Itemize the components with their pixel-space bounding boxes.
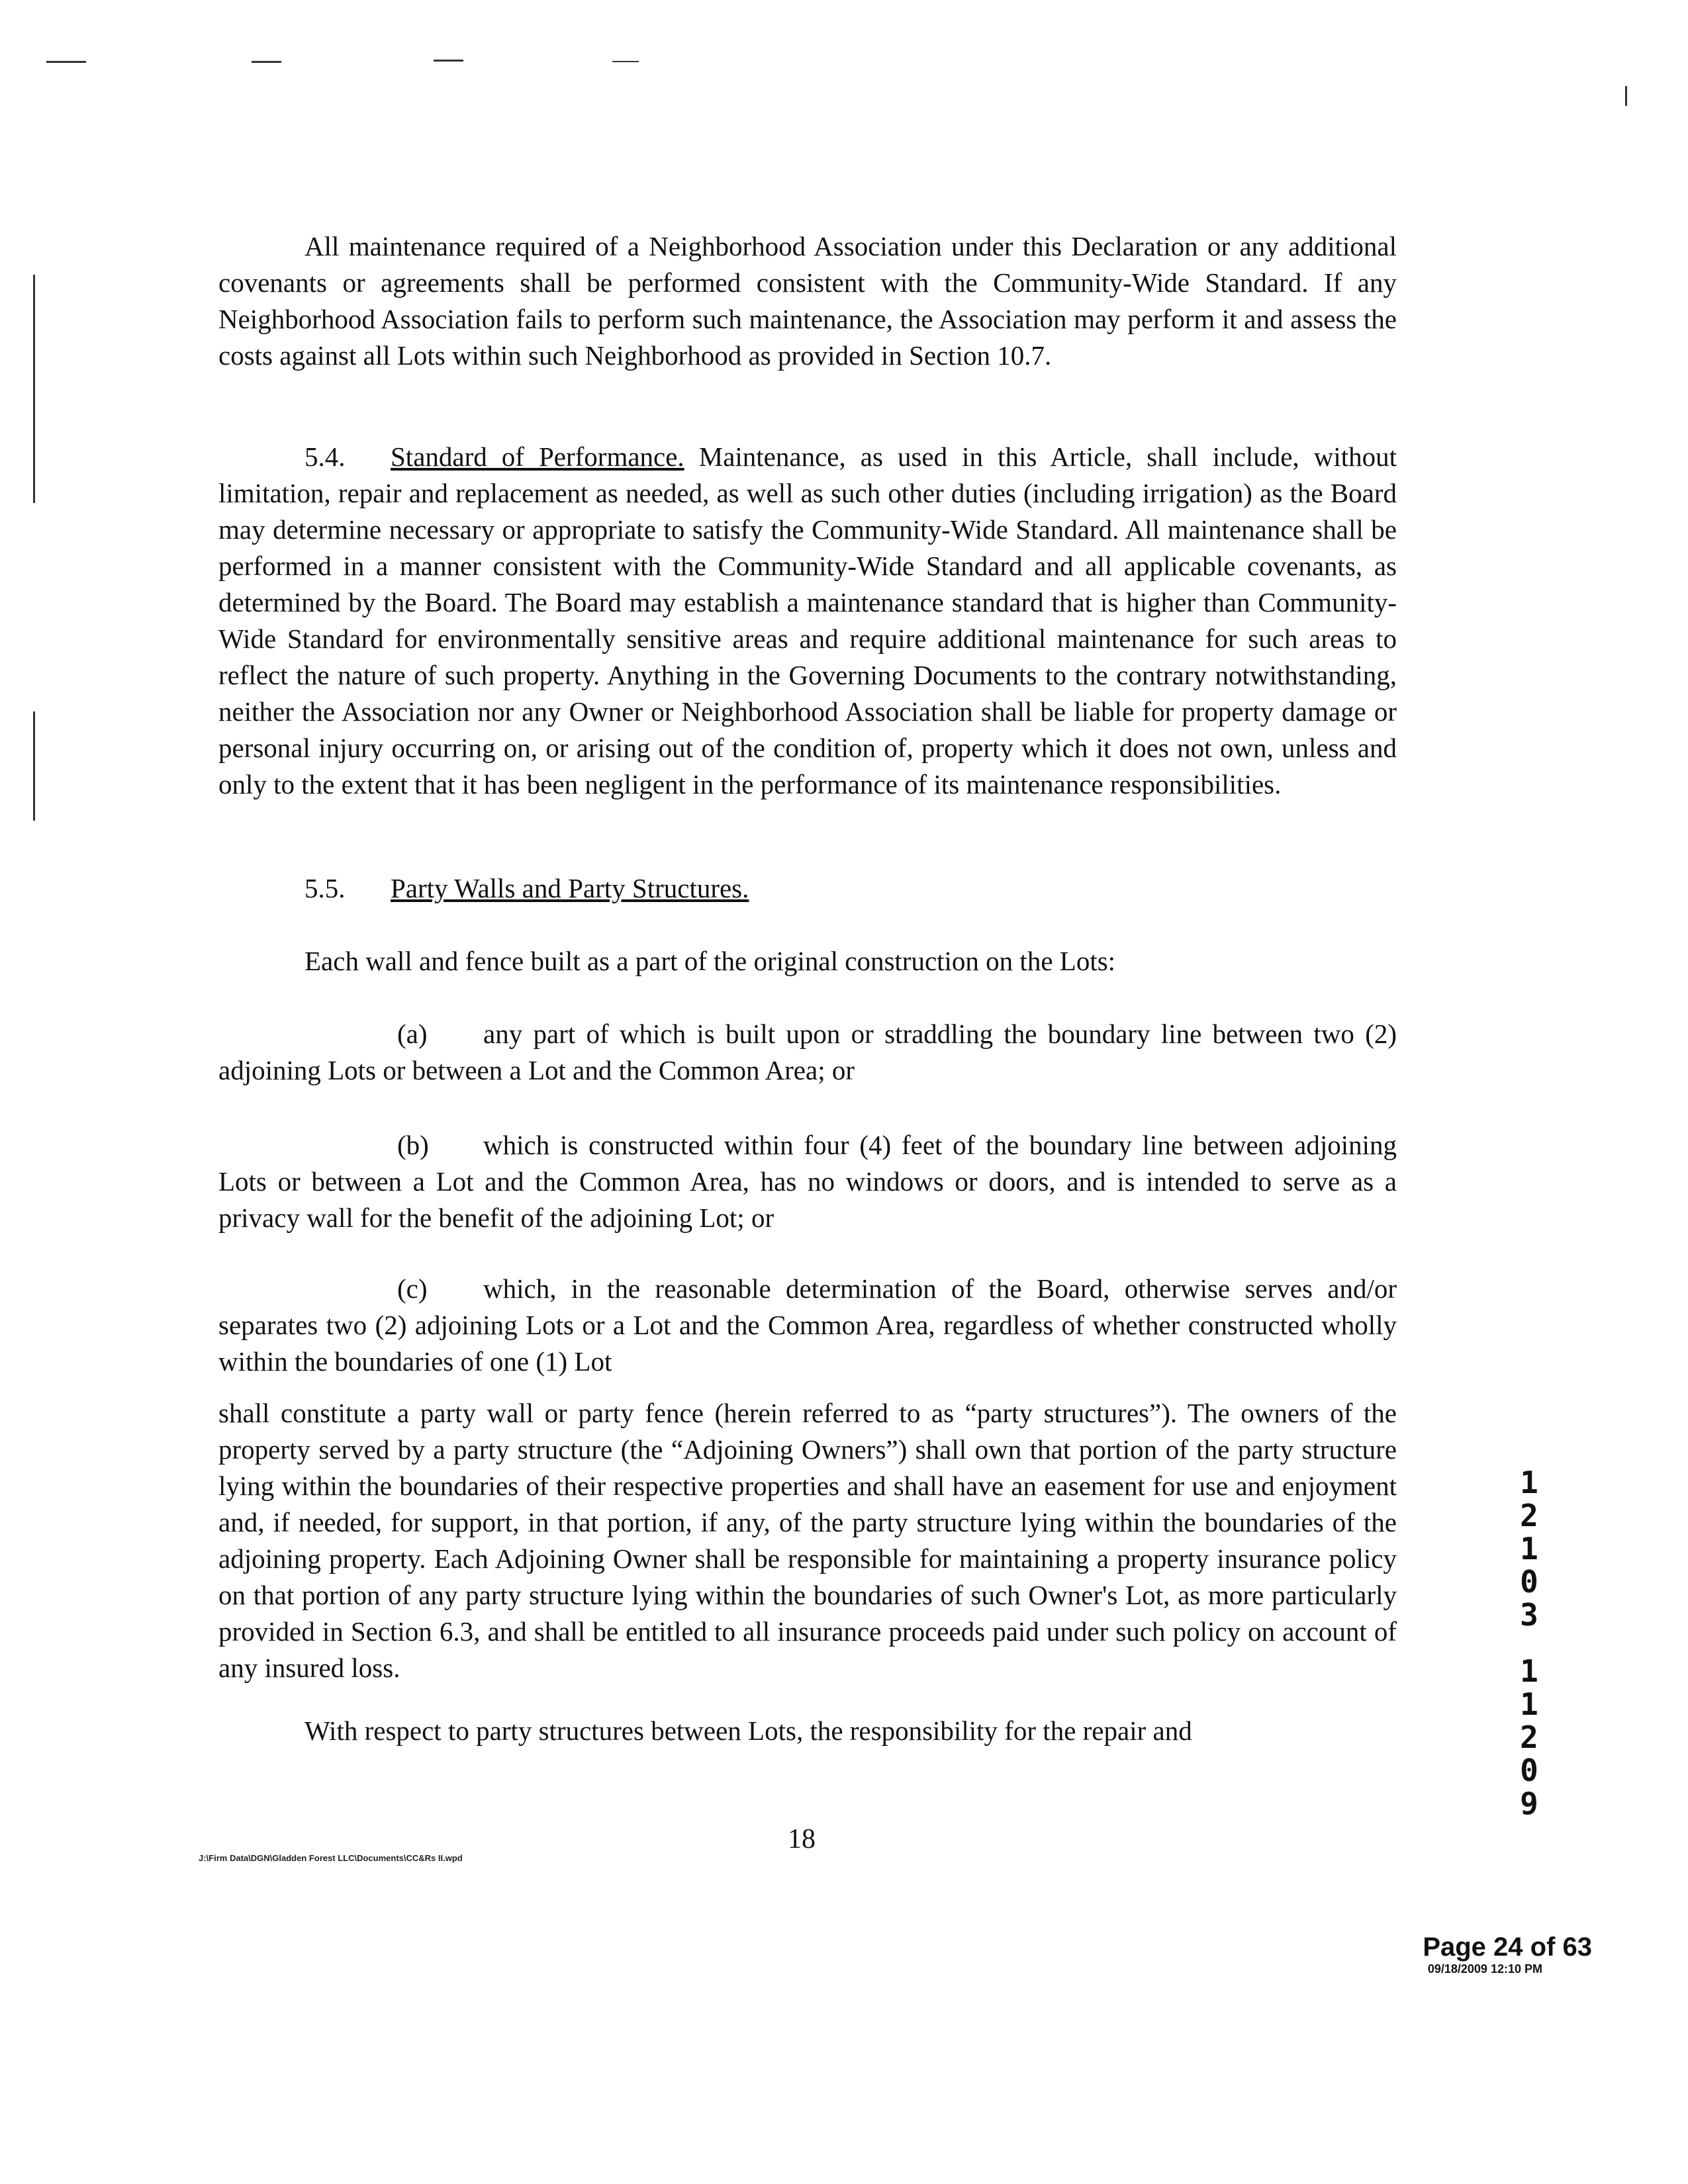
- section-number: 5.4.: [305, 441, 346, 472]
- section-heading: Party Walls and Party Structures.: [391, 873, 749, 903]
- sub-label: (b): [397, 1130, 429, 1160]
- left-margin-bar: [33, 275, 35, 503]
- scan-artifact: [252, 61, 281, 63]
- sub-label: (c): [397, 1273, 428, 1304]
- section-text: Maintenance, as used in this Article, shall include, without limitation, repair and replacement as needed, as well as such other duties (including irrigation) as the Board may determine necessary or appropriate to satisfy the Community-Wide Standard. All maintenance shall be performed in a manner consistent with the Community-Wide Standard and all applicable covenants, as determined by the Board. The Board may establish a maintenance standard that is higher than Community-Wide Standard for environmentally sensitive areas and require additional maintenance for such areas to reflect the nature of such property. Anything in the Governing Documents to the contrary notwithstanding, neither the Association nor any Owner or Neighborhood Association shall be liable for property damage or personal injury occurring on, or arising out of the condition of, property which it does not own, unless and only to the extent that it has been negligent in the performance of its maintenance responsibilities.: [218, 441, 1397, 799]
- recording-digit: 3: [1520, 1597, 1538, 1633]
- left-margin-bar: [33, 711, 35, 821]
- sub-label: (a): [397, 1019, 428, 1049]
- paragraph-intro: All maintenance required of a Neighborhood Association under this Declaration or any additional covenants or agreements shall be performed consistent with the Community-Wide Standard. If any Neighborhood Association fails to perform such maintenance, the Association may perform it and assess the costs against all Lots within such Neighborhood as provided in Section 10.7.: [218, 231, 1397, 371]
- recording-digit: 1: [1520, 1465, 1538, 1500]
- subparagraph-c: [218, 1271, 1397, 1380]
- paragraph-party-structures: shall constitute a party wall or party fence (herein referred to as “party structures”). The owners of the property served by a party structure (the “Adjoining Owners”) shall own that portion of the party structure lying within the boundaries of their respective properties and shall have an easement for use and enjoyment and, if needed, for support, in that portion, if any, of the party structure lying within the boundaries of the adjoining property. Each Adjoining Owner shall be responsible for maintaining a property insurance policy on that portion of any party structure lying within the boundaries of such Owner's Lot, as more particularly provided in Section 6.3, and shall be entitled to all insurance proceeds paid under such policy on account of any insured loss.: [218, 1398, 1397, 1683]
- section-5-5: [218, 870, 1397, 907]
- scan-artifact: [434, 60, 463, 62]
- recording-datetime: 09/18/2009 12:10 PM: [1427, 1962, 1542, 1976]
- scan-artifact: [46, 61, 86, 63]
- recording-digit: 1: [1520, 1653, 1538, 1689]
- recording-digit: 2: [1520, 1719, 1538, 1755]
- subparagraph-b: [218, 1127, 1397, 1236]
- paragraph-with-respect: With respect to party structures between Lots, the responsibility for the repair and: [305, 1715, 1192, 1746]
- subparagraph-a: [218, 1016, 1397, 1089]
- page-number: 18: [788, 1824, 816, 1854]
- recording-number-lower: [1513, 1655, 1546, 1820]
- scan-artifact: [612, 61, 639, 62]
- sub-text: which, in the reasonable determination of the Board, otherwise serves and/or separates two (2) adjoining Lots or a Lot and the Common Area, regardless of whether constructed wholly within the boundaries of one (1) Lot: [218, 1273, 1397, 1377]
- recording-digit: 0: [1520, 1564, 1538, 1600]
- recording-digit: 2: [1520, 1498, 1538, 1533]
- footer-file-path: J:\Firm Data\DGN\Gladden Forest LLC\Documents\CC&Rs II.wpd: [199, 1853, 463, 1863]
- paragraph-each-wall: Each wall and fence built as a part of the original construction on the Lots:: [305, 946, 1116, 976]
- recording-digit: 1: [1520, 1531, 1538, 1567]
- recording-digit: 9: [1520, 1786, 1538, 1821]
- section-number: 5.5.: [305, 873, 346, 903]
- recording-page-label: Page 24 of 63: [1423, 1933, 1592, 1962]
- section-5-4: [218, 439, 1397, 803]
- sub-text: any part of which is built upon or straddling the boundary line between two (2) adjoining Lots or between a Lot and the Common Area; or: [218, 1019, 1397, 1085]
- sub-text: which is constructed within four (4) feet of the boundary line between adjoining Lots or between a Lot and the Common Area, has no windows or doors, and is intended to serve as a privacy wall for the benefit of the adjoining Lot; or: [218, 1130, 1397, 1233]
- recording-digit: 0: [1520, 1752, 1538, 1788]
- scan-artifact: [1625, 86, 1627, 106]
- recording-digit: 1: [1520, 1686, 1538, 1722]
- recording-number-upper: [1513, 1466, 1546, 1631]
- section-heading: Standard of Performance.: [391, 441, 684, 472]
